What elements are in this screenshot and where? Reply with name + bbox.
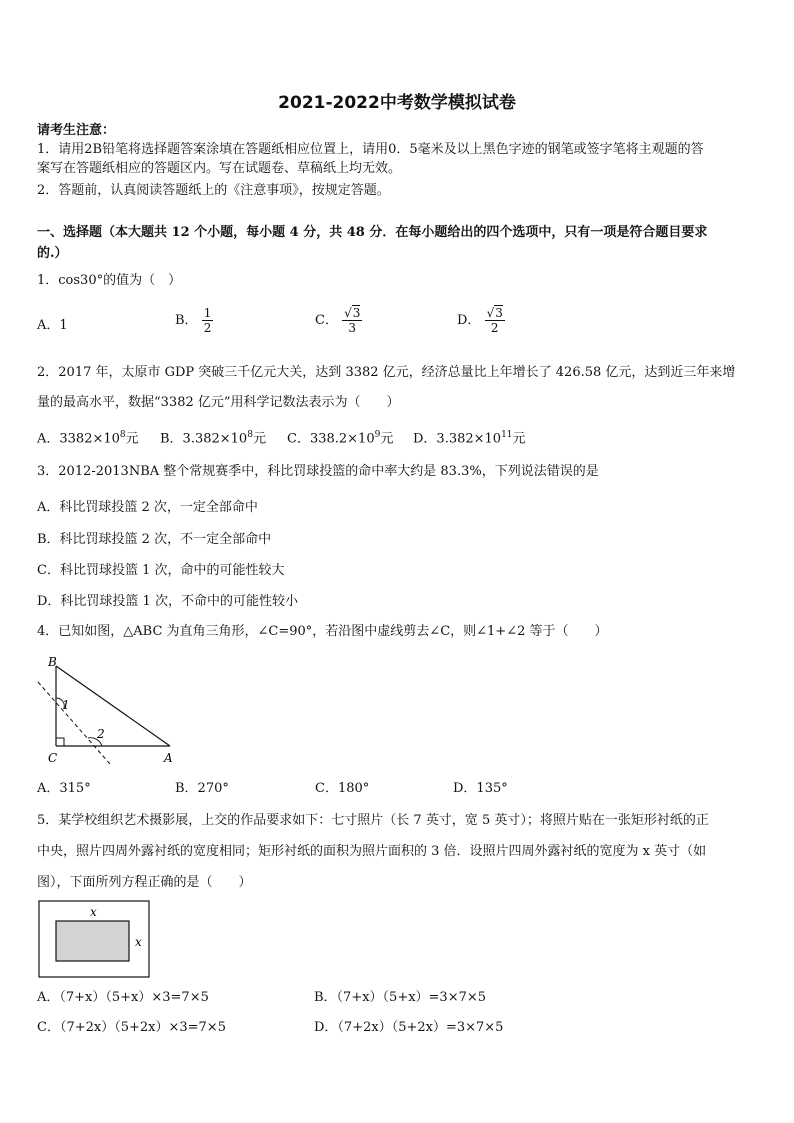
q5-option-b: B．（7+x）（5+x）=3×7×5 [314,990,487,1005]
q1-option-b [175,306,213,335]
q5-stem-line-2: 中央，照片四周外露衬纸的宽度相同；矩形衬纸的面积为照片面积的 3 倍．设照片四周外露衬纸的宽度为 x 英寸（如 [37,844,707,859]
q1-option-d-fraction [485,306,505,335]
q1-option-c [315,306,362,335]
q2-option-b: B．$3.382\times 10^8$元 [160,430,266,447]
q4-label-angle-2: 2 [97,727,105,741]
page-title: 2021-2022中考数学模拟试卷 [278,93,516,113]
q3-option-b: B．科比罚球投篮 2 次，不一定全部命中 [37,532,272,547]
q3-option-c: C．科比罚球投篮 1 次，命中的可能性较大 [37,563,285,578]
q4-option-a: A．315° [37,781,91,796]
q4-triangle-figure [30,652,190,770]
q2-option-a: A．$3382\times 10^8$元 [37,430,139,447]
q3-stem: 3．2012-2013NBA 整个常规赛季中，科比罚球投篮的命中率大约是 83.3%，下列说法错误的是 [37,464,599,479]
q2-option-d: D．$3.382\times 10^{11}$元 [413,430,526,447]
notice-item-1-line-2: 案写在答题纸相应的答题区内。写在试题卷、草稿纸上均无效。 [37,161,402,176]
q4-label-c: C [48,751,58,765]
q5-option-a: A．（7+x）（5+x）×3=7×5 [37,990,209,1005]
q2-option-c: C．$338.2\times 10^9$元 [287,430,394,447]
q1-option-d-label: D． [457,313,481,328]
q1-option-b-fraction [202,306,214,335]
q4-option-d: D．135° [453,781,508,796]
q5-label-x-right: x [135,935,142,949]
q4-right-angle-mark [56,738,64,746]
q1-option-c-radicand: 3 [352,306,361,320]
q5-photo-figure [38,900,152,980]
section-heading-line-1: 一、选择题（本大题共 12 个小题，每小题 4 分，共 48 分．在每小题给出的四个选项中，只有一项是符合题目要求 [37,225,708,240]
q4-option-b: B．270° [175,781,229,796]
notice-item-2: 2．答题前，认真阅读答题纸上的《注意事项》，按规定答题。 [37,183,390,198]
q4-option-c: C．180° [315,781,370,796]
q5-option-c: C．（7+2x）（5+2x）×3=7×5 [37,1020,226,1035]
q4-label-angle-1: 1 [62,698,70,712]
q1-stem: 1．cos30°的值为（ ） [37,273,182,288]
q4-label-b: B [48,655,57,669]
q3-option-a: A．科比罚球投篮 2 次，一定全部命中 [37,500,258,515]
q5-stem-line-3: 图），下面所列方程正确的是（ ） [37,875,252,890]
q1-option-c-label: C． [315,313,338,328]
q1-option-b-denominator: 2 [203,321,212,335]
section-heading-line-2: 的.） [37,246,68,261]
q5-option-d: D．（7+2x）（5+2x）=3×7×5 [314,1020,504,1035]
q1-option-d-radicand: 3 [495,306,503,320]
q2-stem-line-2: 量的最高水平，数据“3382 亿元”用科学记数法表示为（ ） [37,395,400,410]
q4-side-ab [56,666,170,746]
q1-option-c-numerator: √3 [344,306,361,320]
q1-option-c-denominator: 3 [348,321,357,335]
q1-option-b-label: B． [175,313,198,328]
q1-option-d-denominator: 2 [490,321,499,335]
q1-option-a: A．1 [37,318,68,333]
q1-option-d [457,306,505,335]
q5-label-x-top: x [90,905,97,919]
q1-option-c-fraction [342,306,362,335]
q3-option-d: D．科比罚球投篮 1 次，不命中的可能性较小 [37,594,298,609]
q1-option-d-numerator: √3 [486,306,503,320]
q2-stem-line-1: 2．2017 年，太原市 GDP 突破三千亿元大关，达到 3382 亿元，经济总量比上年增长了 426.58 亿元，达到近三年来增 [37,365,736,380]
q4-stem: 4．已知如图，△ABC 为直角三角形，∠C=90°，若沿图中虚线剪去∠C，则∠1+∠2 等于（ ） [37,624,608,639]
q1-option-b-numerator: 1 [203,306,212,320]
q4-label-a: A [164,751,173,765]
notice-item-1-line-1: 1．请用2B铅笔将选择题答案涂填在答题纸相应位置上，请用0．5毫米及以上黑色字迹的钢笔或签字笔将主观题的答 [37,142,704,157]
q5-stem-line-1: 5．某学校组织艺术摄影展，上交的作品要求如下：七寸照片（长 7 英寸，宽 5 英寸）；将照片贴在一张矩形衬纸的正 [37,813,709,828]
notice-heading: 请考生注意： [37,123,116,138]
q5-photo [56,921,129,961]
